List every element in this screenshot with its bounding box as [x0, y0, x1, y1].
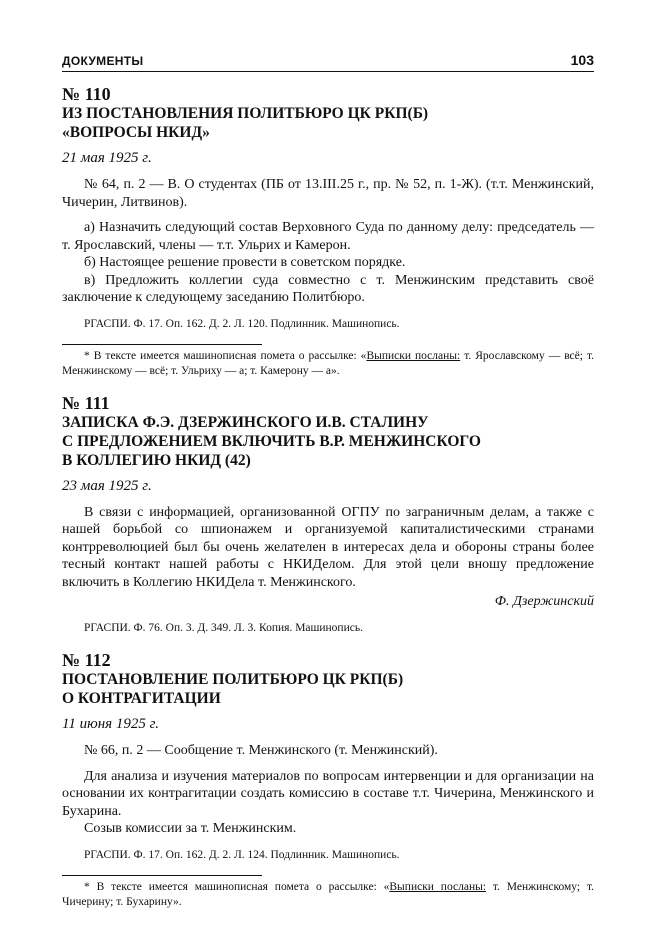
archive-source: РГАСПИ. Ф. 17. Оп. 162. Д. 2. Л. 124. Подлинник. Машинопись. — [84, 848, 400, 861]
document-110 — [62, 84, 594, 379]
paragraph: а) Назначить следующий состав Верховного Суда по данному делу: председатель — т. Ярославский, члены — т.т. Ульрих и Камерон. — [62, 220, 594, 253]
footnote-divider — [62, 875, 262, 876]
agenda-item: № 64, п. 2 — В. О студентах (ПБ от 13.III.25 г., пр. № 52, п. 1-Ж). (т.т. Менжинский, Чичерин, Литвинов). — [62, 177, 594, 210]
paragraph: Для анализа и изучения материалов по вопросам интервенции и для организации на основании их контрагитации создать комиссию в составе т.т. Чичерина, Менжинского и Бухарина. — [62, 768, 594, 819]
doc-date: 11 июня 1925 г. — [62, 716, 160, 732]
doc-title-line: «ВОПРОСЫ НКИД» — [62, 124, 210, 141]
footnote: * В тексте имеется машинописная помета о рассылке: «Выписки посланы: т. Ярославскому — всё; т. Менжинскому — всё; т. Ульриху — а; т. Камерону — а». — [62, 349, 594, 377]
archive-source: РГАСПИ. Ф. 76. Оп. 3. Д. 349. Л. 3. Копия. Машинопись. — [84, 622, 363, 634]
doc-title-line: ПОСТАНОВЛЕНИЕ ПОЛИТБЮРО ЦК РКП(Б) — [62, 671, 404, 688]
doc-date: 21 мая 1925 г. — [62, 150, 152, 166]
agenda-item: № 66, п. 2 — Сообщение т. Менжинского (т. Менжинский). — [84, 743, 438, 758]
doc-number: № 112 — [62, 650, 111, 670]
doc-date: 23 мая 1925 г. — [62, 477, 152, 494]
running-title: ДОКУМЕНТЫ — [62, 54, 144, 68]
doc-title-line: ИЗ ПОСТАНОВЛЕНИЯ ПОЛИТБЮРО ЦК РКП(Б) — [62, 105, 429, 122]
archive-source: РГАСПИ. Ф. 17. Оп. 162. Д. 2. Л. 120. Подлинник. Машинопись. — [84, 317, 400, 330]
doc-number: № 111 — [62, 392, 110, 413]
document-112 — [62, 650, 594, 910]
signature: Ф. Дзержинский — [494, 594, 594, 609]
paragraph: Созыв комиссии за т. Менжинским. — [84, 821, 297, 836]
paragraph: В связи с информацией, организованной ОГПУ по заграничным делам, а также с нашей борьбой со шпионажем и организуемой капиталистическими странами контрреволюцией был бы очень желателен в интересах дела и обороны страны более тесный контакт нашей работы с НКИДелом. Для этой цели вношу предложение включить в Коллегию НКИДела т. Менжинского. — [62, 504, 594, 590]
doc-title-line: С ПРЕДЛОЖЕНИЕМ ВКЛЮЧИТЬ В.Р. МЕНЖИНСКОГО — [62, 432, 481, 450]
doc-title-line: О КОНТРАГИТАЦИИ — [62, 690, 221, 707]
page-number: 103 — [570, 52, 594, 68]
doc-title-line: В КОЛЛЕГИЮ НКИД (42) — [62, 451, 251, 469]
footnote-divider — [62, 344, 262, 345]
document-111 — [62, 393, 594, 637]
doc-title-line: ЗАПИСКА Ф.Э. ДЗЕРЖИНСКОГО И.В. СТАЛИНУ — [62, 413, 429, 431]
doc-number: № 110 — [62, 84, 111, 104]
page-header — [62, 52, 594, 72]
paragraph: б) Настоящее решение провести в советском порядке. — [84, 255, 406, 270]
footnote: * В тексте имеется машинописная помета о рассылке: «Выписки посланы: т. Менжинскому; т. Чичерину; т. Бухарину». — [62, 880, 595, 908]
page — [62, 52, 594, 910]
paragraph: в) Предложить коллегии суда совместно с т. Менжинским представить своё заключение к следующему заседанию Политбюро. — [62, 272, 594, 305]
